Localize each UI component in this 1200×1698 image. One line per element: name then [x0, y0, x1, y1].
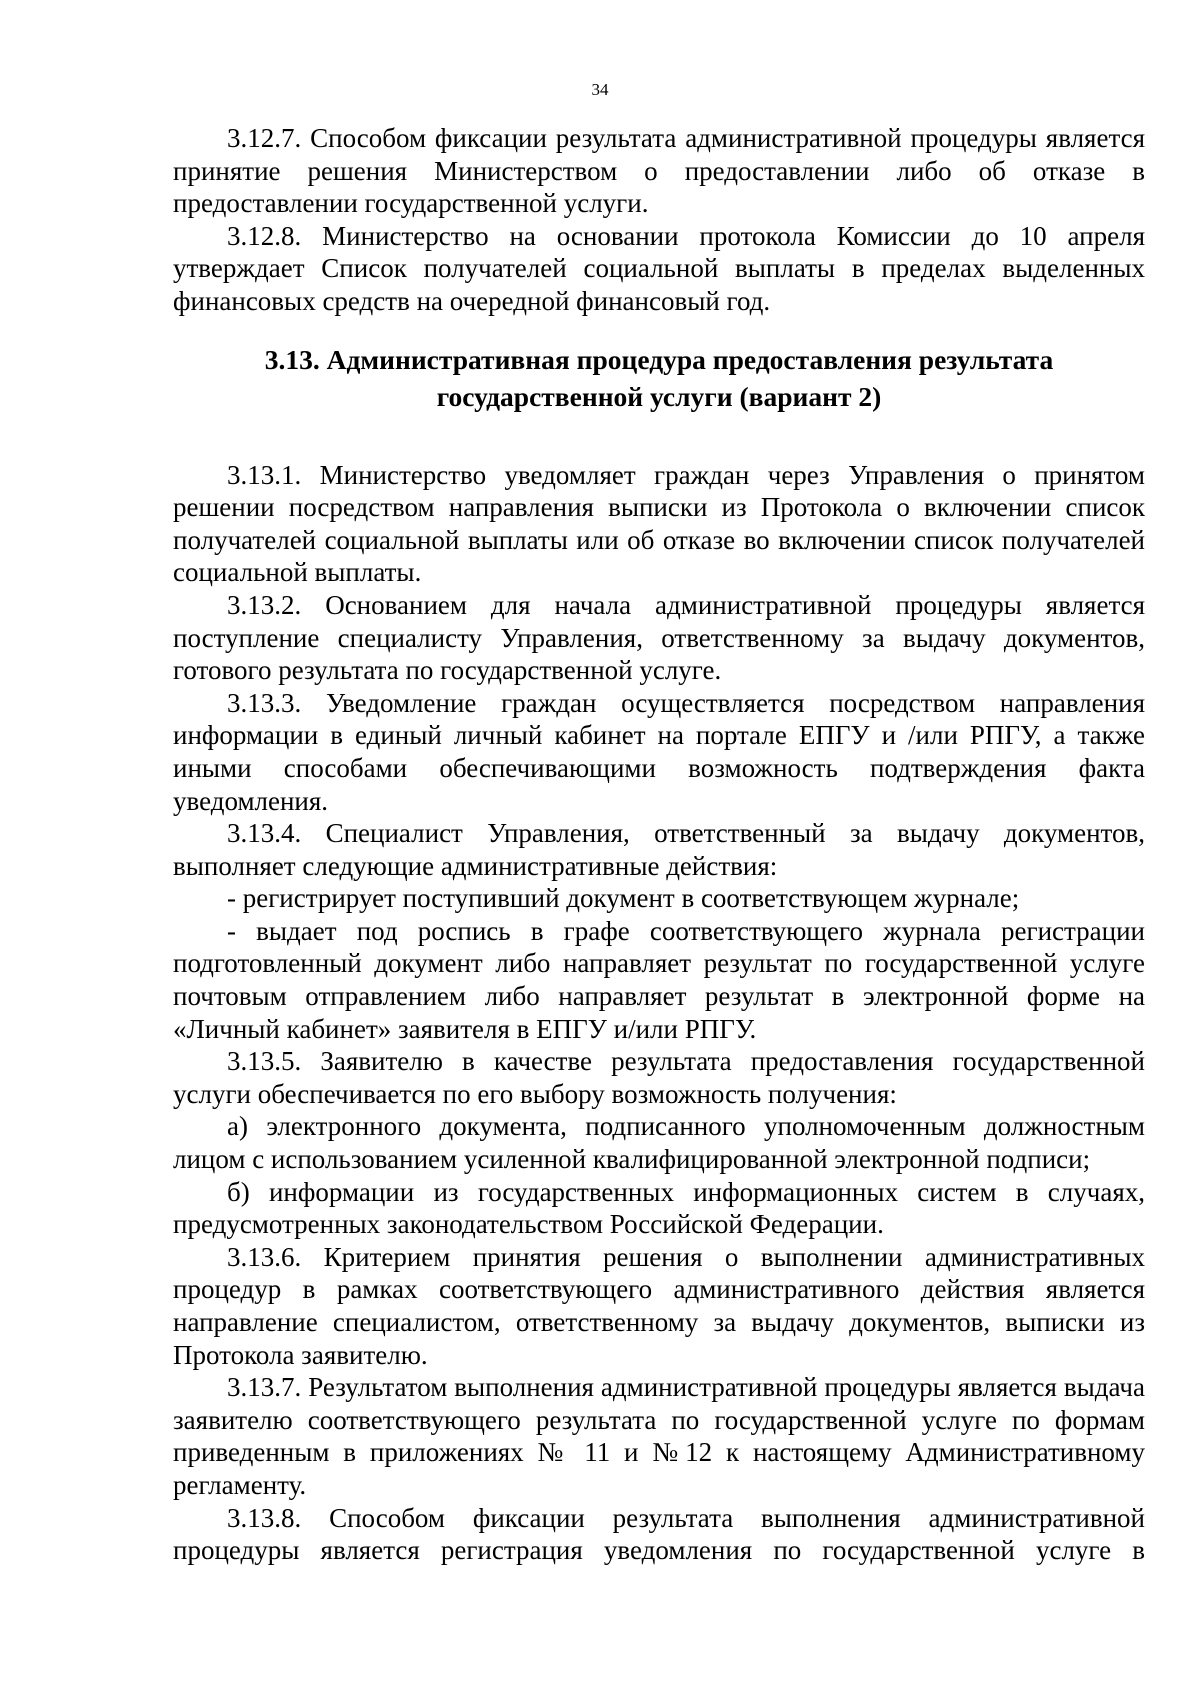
page-number: 34 [591, 80, 609, 99]
paragraph-3-13-1: 3.13.1. Министерство уведомляет граждан через Управления о принятом решении посредством направления выписки из Протокола о включении список получателей социальной выплаты или об отказе во включении список получателей социальной выплаты. [173, 459, 1145, 588]
paragraph-3-13-6: 3.13.6. Критерием принятия решения о выполнении административных процедур в рамках соответствующего административного действия является направление специалистом, ответственному за выдачу документов, выписки из Протокола заявителю. [173, 1241, 1145, 1370]
section-heading-3-13 [173, 341, 1145, 415]
list-item-register: - регистрирует поступивший документ в соответствующем журнале; [227, 883, 1020, 914]
paragraph-3-13-2: 3.13.2. Основанием для начала административной процедуры является поступление специалисту Управления, ответственному за выдачу документов, готового результата по государственной услуге. [173, 589, 1145, 686]
document-body [173, 122, 1145, 1567]
paragraph-3-13-7: 3.13.7. Результатом выполнения административной процедуры является выдача заявителю соответствующего результата по государственной услуге по формам приведенным в приложениях № 11 и №12 к настоящему Административному регламенту. [173, 1372, 1145, 1500]
list-item-b: б) информации из государственных информационных систем в случаях, предусмотренных законодательством Российской Федерации. [173, 1176, 1145, 1240]
paragraph-3-13-4: 3.13.4. Специалист Управления, ответственный за выдачу документов, выполняет следующие административные действия: [173, 818, 1145, 881]
section-heading-line-1: 3.13. Административная процедура предоставления результата [264, 343, 1054, 375]
list-item-issue: - выдает под роспись в графе соответствующего журнала регистрации подготовленный документ либо направляет результат по государственной услуге почтовым отправлением либо направляет результат в электронной форме на «Личный кабинет» заявителя в ЕПГУ и/или РПГУ. [173, 915, 1145, 1044]
paragraph-3-13-8: 3.13.8. Способом фиксации результата выполнения административной процедуры является регистрация уведомления по государственной услуге в [173, 1502, 1145, 1566]
paragraph-3-13-3: 3.13.3. Уведомление граждан осуществляется посредством направления информации в единый личный кабинет на портале ЕПГУ и /или РПГУ, а также иными способами обеспечивающими возможность подтверждения факта уведомления. [173, 687, 1145, 816]
paragraph-3-12-8: 3.12.8. Министерство на основании протокола Комиссии до 10 апреля утверждает Список получателей социальной выплаты в пределах выделенных финансовых средств на очередной финансовый год. [173, 220, 1145, 316]
list-item-a: а) электронного документа, подписанного уполномоченным должностным лицом с использованием усиленной квалифицированной электронной подписи; [173, 1111, 1145, 1175]
paragraph-3-12-7: 3.12.7. Способом фиксации результата административной процедуры является принятие решения Министерством о предоставлении либо об отказе в предоставлении государственной услуги. [173, 123, 1145, 219]
paragraph-3-13-5: 3.13.5. Заявителю в качестве результата предоставления государственной услуги обеспечивается по его выбору возможность получения: [173, 1046, 1145, 1109]
section-heading-line-2: государственной услуги (вариант 2) [436, 380, 882, 412]
